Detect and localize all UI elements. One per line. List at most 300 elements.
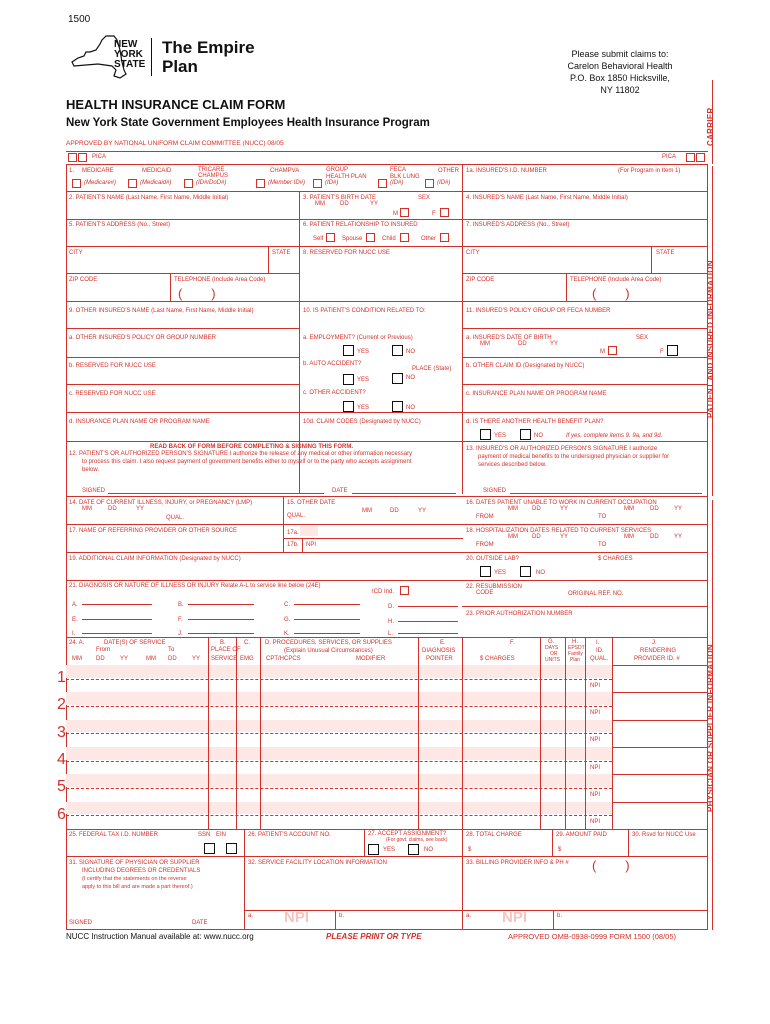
side-label-patient: PATIENT AND INSURED INFORMATION xyxy=(706,260,715,418)
box18-dd: DD xyxy=(532,534,541,540)
box13-signature-field[interactable] xyxy=(510,486,702,494)
box1-group-checkbox[interactable] xyxy=(313,179,322,188)
diag-d-field[interactable] xyxy=(398,599,458,607)
diag-h-field[interactable] xyxy=(398,614,458,622)
service-line-npi: NPI xyxy=(590,737,601,744)
diag-a-field[interactable] xyxy=(82,597,152,605)
diag-l-field[interactable] xyxy=(398,626,458,634)
box11a-f: F xyxy=(660,349,664,355)
box6-self: Self xyxy=(313,236,324,242)
diag-b-label: B. xyxy=(178,602,184,608)
box11d-note: If yes, complete items 9, 9a, and 9d. xyxy=(566,433,663,439)
box16-label: 16. DATES PATIENT UNABLE TO WORK IN CURRENT OCCUPATION xyxy=(466,500,657,506)
box22-code: CODE xyxy=(476,590,494,596)
insured-zip-label: ZIP CODE xyxy=(466,277,495,283)
approved-by: APPROVED BY NATIONAL UNIFORM CLAIM COMMITTEE (NUCC) 08/05 xyxy=(66,140,284,147)
side-label-carrier: CARRIER xyxy=(706,107,715,146)
box19-label: 19. ADDITIONAL CLAIM INFORMATION (Designated by NUCC) xyxy=(69,556,241,562)
box11a-mm: MM xyxy=(480,341,490,347)
box25-ssn-checkbox[interactable] xyxy=(204,843,215,854)
box24-d: D. PROCEDURES, SERVICES, OR SUPPLIES xyxy=(265,640,392,646)
box31-line3: (I certify that the statements on the reverse xyxy=(82,876,187,882)
box24-diagnosis: DIAGNOSIS xyxy=(422,648,456,654)
box24-to-dd: DD xyxy=(168,656,177,662)
box27-no: NO xyxy=(424,847,433,853)
service-line-number: 3 xyxy=(57,723,66,741)
box13-signed: SIGNED xyxy=(483,488,507,494)
box32b-label: b. xyxy=(339,913,345,919)
box11a-m-checkbox[interactable] xyxy=(608,346,617,355)
box14-label: 14. DATE OF CURRENT ILLNESS, INJURY, or PREGNANCY (LMP) xyxy=(69,500,253,506)
submit-line2: Carelon Behavioral Health xyxy=(567,61,673,71)
insured-phone-paren: ( ) xyxy=(592,286,630,301)
box4-label: 4. INSURED'S NAME (Last Name, First Name, Middle Initial) xyxy=(466,195,628,201)
box25-ein-checkbox[interactable] xyxy=(226,843,237,854)
box25-ein: EIN xyxy=(216,832,227,838)
service-line-shaded[interactable] xyxy=(66,747,612,760)
box24-from: From xyxy=(96,647,110,653)
empire-plan-logo xyxy=(68,34,268,82)
box14-mm: MM xyxy=(82,506,92,512)
diag-h-label: H. xyxy=(388,619,394,625)
footer-print-type: PLEASE PRINT OR TYPE xyxy=(326,932,422,941)
box29-dollar: $ xyxy=(558,847,562,853)
box6-spouse-checkbox[interactable] xyxy=(366,233,375,242)
diag-e-label: E. xyxy=(72,617,78,623)
box15-qual: QUAL. xyxy=(287,513,306,519)
box32a-npi-watermark: NPI xyxy=(284,909,310,926)
box20-label: 20. OUTSIDE LAB? xyxy=(466,556,520,562)
box20-no: NO xyxy=(536,570,545,576)
box30-label: 30. Rsvd for NUCC Use xyxy=(632,832,696,838)
box16-mm: MM xyxy=(508,506,518,512)
box1-ssn-or-id: (ID#) xyxy=(325,180,339,186)
diag-b-field[interactable] xyxy=(188,597,254,605)
box10c-yes: YES xyxy=(357,405,370,411)
insured-telephone-label: TELEPHONE (Include Area Code) xyxy=(570,277,662,283)
box17b-label: 17b. xyxy=(287,542,299,548)
box16-dd: DD xyxy=(532,506,541,512)
box11a-dd: DD xyxy=(518,341,527,347)
box18-from: FROM xyxy=(476,542,494,548)
box1a-label: 1a. INSURED'S I.D. NUMBER xyxy=(466,168,547,174)
box24-family: Family xyxy=(568,651,583,657)
box3-sex: SEX xyxy=(418,195,431,201)
box24-j: J. xyxy=(652,640,657,646)
box11a-m: M xyxy=(600,349,605,355)
box14-qual: QUAL. xyxy=(166,515,185,521)
box29-label: 29. AMOUNT PAID xyxy=(556,832,607,838)
box1-member-id: (Member ID#) xyxy=(268,180,306,186)
box10a-yes: YES xyxy=(357,349,370,355)
box25-label: 25. FEDERAL TAX I.D. NUMBER xyxy=(69,832,158,838)
box24-units: UNITS xyxy=(545,657,560,663)
pica-left-checkbox[interactable] xyxy=(68,153,77,162)
service-line-npi: NPI xyxy=(590,764,601,771)
insured-state-label: STATE xyxy=(656,250,675,256)
service-line-npi: NPI xyxy=(590,682,601,689)
diag-e-field[interactable] xyxy=(82,612,152,620)
patient-city-label: CITY xyxy=(69,250,83,256)
diag-i-field[interactable] xyxy=(82,626,152,634)
box32a-label: a. xyxy=(248,913,254,919)
box24-i: I. xyxy=(596,640,600,646)
box1-group: GROUP xyxy=(326,167,349,173)
box6-child: Child xyxy=(382,236,396,242)
read-back-notice: READ BACK OF FORM BEFORE COMPLETING & SIGNING THIS FORM. xyxy=(150,444,353,450)
box24-cpt: CPT/HCPCS xyxy=(266,656,301,662)
box24-f: F. xyxy=(510,640,515,646)
service-line-divider xyxy=(66,679,612,680)
diag-c-label: C. xyxy=(284,602,290,608)
box10c-no-checkbox[interactable] xyxy=(392,401,403,412)
box9-label: 9. OTHER INSURED'S NAME (Last Name, First Name, Middle Initial) xyxy=(69,308,254,314)
box24-c: C. xyxy=(244,640,250,646)
box1-medicare: MEDICARE xyxy=(82,168,114,174)
service-line-divider xyxy=(66,788,612,789)
box24-id: ID. xyxy=(596,648,604,654)
box10-label: 10. IS PATIENT'S CONDITION RELATED TO: xyxy=(303,308,426,314)
diag-j-label: J. xyxy=(178,631,183,637)
box24-provider-id: PROVIDER ID. # xyxy=(634,656,680,662)
pica-left: PICA xyxy=(92,154,107,160)
box16-yy: YY xyxy=(560,506,569,512)
box1-tricare: TRICARE xyxy=(198,167,225,173)
service-line-number: 5 xyxy=(57,778,66,796)
box10c-label: c. OTHER ACCIDENT? xyxy=(303,390,366,396)
box24-dates: DATE(S) OF SERVICE xyxy=(104,640,166,646)
diag-i-label: I. xyxy=(72,631,76,637)
box6-self-checkbox[interactable] xyxy=(326,233,335,242)
box3-m: M xyxy=(393,211,398,217)
box20-charges: $ CHARGES xyxy=(598,556,633,562)
box1-medicaid-checkbox[interactable] xyxy=(128,179,137,188)
service-line-divider xyxy=(66,761,612,762)
box11d-no-checkbox[interactable] xyxy=(520,429,531,440)
box1-tricare-checkbox[interactable] xyxy=(184,179,193,188)
box33a-label: a. xyxy=(466,913,472,919)
box14-yy: YY xyxy=(136,506,145,512)
box18-to-yy: YY xyxy=(674,534,683,540)
box6-label: 6. PATIENT RELATIONSHIP TO INSURED xyxy=(303,222,418,228)
box1-medicaid-num: (Medicaid#) xyxy=(140,180,172,186)
service-line-shaded[interactable] xyxy=(66,720,612,733)
box11d-yes-checkbox[interactable] xyxy=(480,429,491,440)
box1-feca-checkbox[interactable] xyxy=(378,179,387,188)
form-subtitle: New York State Government Employees Health Insurance Program xyxy=(66,117,430,129)
box28-dollar: $ xyxy=(468,847,472,853)
box1-sponsor-ssn: (ID#/DoD#) xyxy=(196,180,227,186)
box1-ssn: (ID#) xyxy=(390,180,404,186)
box17-label: 17. NAME OF REFERRING PROVIDER OR OTHER SOURCE xyxy=(69,528,238,534)
submit-line4: NY 11802 xyxy=(600,85,640,95)
box1-medicare-checkbox[interactable] xyxy=(72,179,81,188)
service-line-shaded[interactable] xyxy=(66,802,612,815)
box26-label: 26. PATIENT'S ACCOUNT NO. xyxy=(248,832,331,838)
service-line-npi: NPI xyxy=(590,709,601,716)
box12-date: DATE xyxy=(332,488,348,494)
service-line-npi: NPI xyxy=(590,819,601,826)
diag-f-field[interactable] xyxy=(188,612,254,620)
service-line-shaded[interactable] xyxy=(66,665,612,678)
box24-a: 24. A. xyxy=(69,640,85,646)
diag-a-label: A. xyxy=(72,602,78,608)
box1-other-checkbox[interactable] xyxy=(425,179,434,188)
logo-new: NEW xyxy=(114,39,138,50)
box10c-yes-checkbox[interactable] xyxy=(343,401,354,412)
box24-from-yy: YY xyxy=(120,656,129,662)
box22-orig-ref: ORIGINAL REF. NO. xyxy=(568,591,624,597)
box11d-no: NO xyxy=(534,433,543,439)
box24-or: OR xyxy=(550,651,558,657)
box28-label: 28. TOTAL CHARGE xyxy=(466,832,522,838)
service-line-number: 4 xyxy=(57,750,66,768)
logo-york: YORK xyxy=(114,49,143,60)
service-line-number: 2 xyxy=(57,696,66,714)
box1-medicaid: MEDICAID xyxy=(142,168,172,174)
box6-child-checkbox[interactable] xyxy=(400,233,409,242)
box10c-no: NO xyxy=(406,405,415,411)
box17a-label: 17a. xyxy=(287,530,299,536)
box31-line4: apply to this bill and are made a part thereof.) xyxy=(82,884,193,890)
box24-emg: EMG xyxy=(240,656,254,662)
box31-date: DATE xyxy=(192,920,208,926)
box1-medicare-num: (Medicare#) xyxy=(84,180,117,186)
box6-other: Other xyxy=(421,236,437,242)
box24-days: DAYS xyxy=(545,645,559,651)
box1a-note: (For Program in Item 1) xyxy=(618,168,681,174)
diag-c-field[interactable] xyxy=(294,597,360,605)
service-line-npi: NPI xyxy=(590,791,601,798)
box16-to-dd: DD xyxy=(650,506,659,512)
box3-f: F xyxy=(432,211,436,217)
box11d-yes: YES xyxy=(494,433,507,439)
box24-to-mm: MM xyxy=(146,656,156,662)
box24-g: G. xyxy=(548,639,555,645)
form-number-top: 1500 xyxy=(68,14,91,25)
pica-left-checkbox-2[interactable] xyxy=(78,153,87,162)
box11a-yy: YY xyxy=(550,341,559,347)
box31-signed: SIGNED xyxy=(69,920,93,926)
box12-line3: below. xyxy=(82,467,100,473)
box22-label: 22. RESUBMISSION xyxy=(466,584,523,590)
box11-label: 11. INSURED'S POLICY GROUP OR FECA NUMBER xyxy=(466,308,611,314)
box12-signature-field[interactable] xyxy=(108,486,324,494)
box32-label: 32. SERVICE FACILITY LOCATION INFORMATION xyxy=(248,860,387,866)
box13-line2: payment of medical benefits to the undersigned physician or supplier for xyxy=(478,454,670,460)
box31-line2: INCLUDING DEGREES OR CREDENTIALS xyxy=(82,868,201,874)
footer-nucc: NUCC Instruction Manual available at: www.nucc.org xyxy=(66,932,254,941)
box10b-no-checkbox[interactable] xyxy=(392,373,403,384)
logo-state-text xyxy=(114,40,145,70)
side-label-physician: PHYSICIAN OR SUPPLIER INFORMATION xyxy=(706,644,715,812)
box24-pointer: POINTER xyxy=(426,656,453,662)
diag-k-label: K. xyxy=(284,631,290,637)
box27-note: (For govt. claims, see back) xyxy=(386,837,448,843)
pica-right-checkbox-2[interactable] xyxy=(696,153,705,162)
box18-mm: MM xyxy=(508,534,518,540)
diag-f-label: F. xyxy=(178,617,183,623)
box24-place-of: PLACE OF xyxy=(211,647,241,653)
box27-label: 27. ACCEPT ASSIGNMENT? xyxy=(368,831,447,837)
box24-explain: (Explain Unusual Circumstances) xyxy=(284,648,373,654)
box24-to: To xyxy=(168,647,175,653)
box7-label: 7. INSURED'S ADDRESS (No., Street) xyxy=(466,222,570,228)
box10b-label: b. AUTO ACCIDENT? xyxy=(303,361,362,367)
box18-to-mm: MM xyxy=(624,534,634,540)
patient-state-label: STATE xyxy=(272,250,291,256)
box12-line2: to process this claim. I also request payment of government benefits either to myself or to the party who accepts assignment xyxy=(82,459,412,465)
box16-to: TO xyxy=(598,514,607,520)
box21-icd-box[interactable] xyxy=(400,586,409,595)
box10a-no: NO xyxy=(406,349,415,355)
box21-label: 21. DIAGNOSIS OR NATURE OF ILLNESS OR INJURY Relate A-L to service line below (24E) xyxy=(69,583,321,589)
submit-line1: Please submit claims to: xyxy=(571,49,669,59)
box2-label: 2. PATIENT'S NAME (Last Name, First Name, Middle Initial) xyxy=(69,195,229,201)
box3-yy: YY xyxy=(370,201,379,207)
box1-id: (ID#) xyxy=(437,180,451,186)
box1-feca: FECA xyxy=(390,167,407,173)
box24-qual: QUAL. xyxy=(590,656,609,662)
box27-yes-checkbox[interactable] xyxy=(368,844,379,855)
box1-blk-lung: BLK LUNG xyxy=(390,174,420,180)
service-line-number: 1 xyxy=(57,669,66,686)
patient-phone-paren: ( ) xyxy=(178,286,216,301)
box10d-label: 10d. CLAIM CODES (Designated by NUCC) xyxy=(303,419,421,425)
box10b-place-state: PLACE (State) xyxy=(412,366,452,372)
box15-mm: MM xyxy=(362,508,372,514)
box15-yy: YY xyxy=(418,508,427,514)
box1-other: OTHER xyxy=(438,168,459,174)
box24-modifier: MODIFIER xyxy=(356,656,386,662)
submit-to-address xyxy=(540,48,700,96)
diag-l-label: L. xyxy=(388,631,394,637)
box24-from-dd: DD xyxy=(96,656,105,662)
box10a-yes-checkbox[interactable] xyxy=(343,345,354,356)
box11c-label: c. INSURANCE PLAN NAME OR PROGRAM NAME xyxy=(466,391,607,397)
box20-yes: YES xyxy=(494,570,507,576)
service-line-divider xyxy=(66,733,612,734)
box6-other-checkbox[interactable] xyxy=(440,233,449,242)
box20-yes-checkbox[interactable] xyxy=(480,566,491,577)
service-line-number: 6 xyxy=(57,805,66,823)
box11a-sex: SEX xyxy=(636,335,649,341)
patient-zip-label: ZIP CODE xyxy=(69,277,98,283)
box15-dd: DD xyxy=(390,508,399,514)
box15-label: 15. OTHER DATE xyxy=(287,500,336,506)
box18-label: 18. HOSPITALIZATION DATES RELATED TO CURRENT SERVICES xyxy=(466,528,652,534)
diag-g-label: G. xyxy=(284,617,291,623)
diag-g-field[interactable] xyxy=(294,612,360,620)
box1-champva-checkbox[interactable] xyxy=(256,179,265,188)
box20-no-checkbox[interactable] xyxy=(520,566,531,577)
pica-right-checkbox[interactable] xyxy=(686,153,695,162)
box18-to-dd: DD xyxy=(650,534,659,540)
footer-approved: APPROVED OMB-0938-0999 FORM 1500 (08/05) xyxy=(508,932,676,941)
box24-rendering: RENDERING xyxy=(640,648,677,654)
box16-to-mm: MM xyxy=(624,506,634,512)
box23-label: 23. PRIOR AUTHORIZATION NUMBER xyxy=(466,611,573,617)
box8-label: 8. RESERVED FOR NUCC USE xyxy=(303,250,390,256)
logo-plan: Plan xyxy=(162,57,198,76)
box10a-label: a. EMPLOYMENT? (Current or Previous) xyxy=(303,335,413,341)
box9a-label: a. OTHER INSURED'S POLICY OR GROUP NUMBER xyxy=(69,335,216,341)
box10a-no-checkbox[interactable] xyxy=(392,345,403,356)
box12-line1: 12. PATIENT'S OR AUTHORIZED PERSON'S SIGNATURE I authorize the release of any medical or other information necessary xyxy=(69,451,413,457)
service-line-divider xyxy=(66,706,612,707)
box12-signed: SIGNED xyxy=(82,488,106,494)
box24-service: SERVICE xyxy=(211,656,238,662)
box24-epsdt: EPSDT xyxy=(568,645,585,651)
box9b-label: b. RESERVED FOR NUCC USE xyxy=(69,363,156,369)
box24-to-yy: YY xyxy=(192,656,201,662)
box3-f-checkbox[interactable] xyxy=(440,208,449,217)
box3-mm: MM xyxy=(315,201,325,207)
box1-label: 1. xyxy=(69,168,75,174)
insured-city-label: CITY xyxy=(466,250,480,256)
box5-label: 5. PATIENT'S ADDRESS (No., Street) xyxy=(69,222,170,228)
box18-yy: YY xyxy=(560,534,569,540)
logo-state: STATE xyxy=(114,59,146,70)
box1-champus: CHAMPUS xyxy=(198,173,229,179)
box16-to-yy: YY xyxy=(674,506,683,512)
box11a-f-checkbox[interactable] xyxy=(667,345,678,356)
box27-yes: YES xyxy=(383,847,396,853)
box24-e: E. xyxy=(440,640,446,646)
box24-charges: $ CHARGES xyxy=(480,656,515,662)
box1-champva: CHAMPVA xyxy=(270,168,300,174)
box3-label: 3. PATIENT'S BIRTH DATE xyxy=(303,195,377,201)
box17b-npi: NPI xyxy=(306,542,317,548)
form-title: HEALTH INSURANCE CLAIM FORM xyxy=(66,97,286,112)
box11d-label: d. IS THERE ANOTHER HEALTH BENEFIT PLAN? xyxy=(466,419,604,425)
box10b-yes-checkbox[interactable] xyxy=(343,374,354,385)
box24-from-mm: MM xyxy=(72,656,82,662)
box24-plan: Plan xyxy=(570,657,581,663)
diag-j-field[interactable] xyxy=(188,626,254,634)
box10b-no: NO xyxy=(406,375,415,381)
box9d-label: d. INSURANCE PLAN NAME OR PROGRAM NAME xyxy=(69,419,210,425)
box3-m-checkbox[interactable] xyxy=(400,208,409,217)
box33-phone-paren: ( ) xyxy=(592,858,630,873)
service-line-shaded[interactable] xyxy=(66,692,612,705)
box11b-label: b. OTHER CLAIM ID (Designated by NUCC) xyxy=(466,363,585,369)
box21-icd: ICD Ind. xyxy=(372,589,395,595)
submit-line3: P.O. Box 1850 Hicksville, xyxy=(570,73,670,83)
box27-no-checkbox[interactable] xyxy=(408,844,419,855)
logo-plan-text xyxy=(162,38,255,76)
box33b-label: b. xyxy=(557,913,563,919)
box10b-yes: YES xyxy=(357,377,370,383)
box14-dd: DD xyxy=(108,506,117,512)
diag-d-label: D. xyxy=(388,604,394,610)
box1-health-plan: HEALTH PLAN xyxy=(326,174,367,180)
box12-date-field[interactable] xyxy=(352,486,456,494)
box31-line1: 31. SIGNATURE OF PHYSICIAN OR SUPPLIER xyxy=(69,860,200,866)
box11a-label: a. INSURED'S DATE OF BIRTH xyxy=(466,335,552,341)
service-line-shaded[interactable] xyxy=(66,774,612,787)
box33a-npi-watermark: NPI xyxy=(502,909,528,926)
box25-ssn: SSN xyxy=(198,832,211,838)
diag-k-field[interactable] xyxy=(294,626,360,634)
box33-label: 33. BILLING PROVIDER INFO & PH # xyxy=(466,860,569,866)
box18-to: TO xyxy=(598,542,607,548)
box24-h: H. xyxy=(572,639,578,645)
box13-line3: services described below. xyxy=(478,462,547,468)
box9c-label: c. RESERVED FOR NUCC USE xyxy=(69,391,156,397)
logo-the-empire: The Empire xyxy=(162,38,255,57)
box6-spouse: Spouse xyxy=(342,236,363,242)
